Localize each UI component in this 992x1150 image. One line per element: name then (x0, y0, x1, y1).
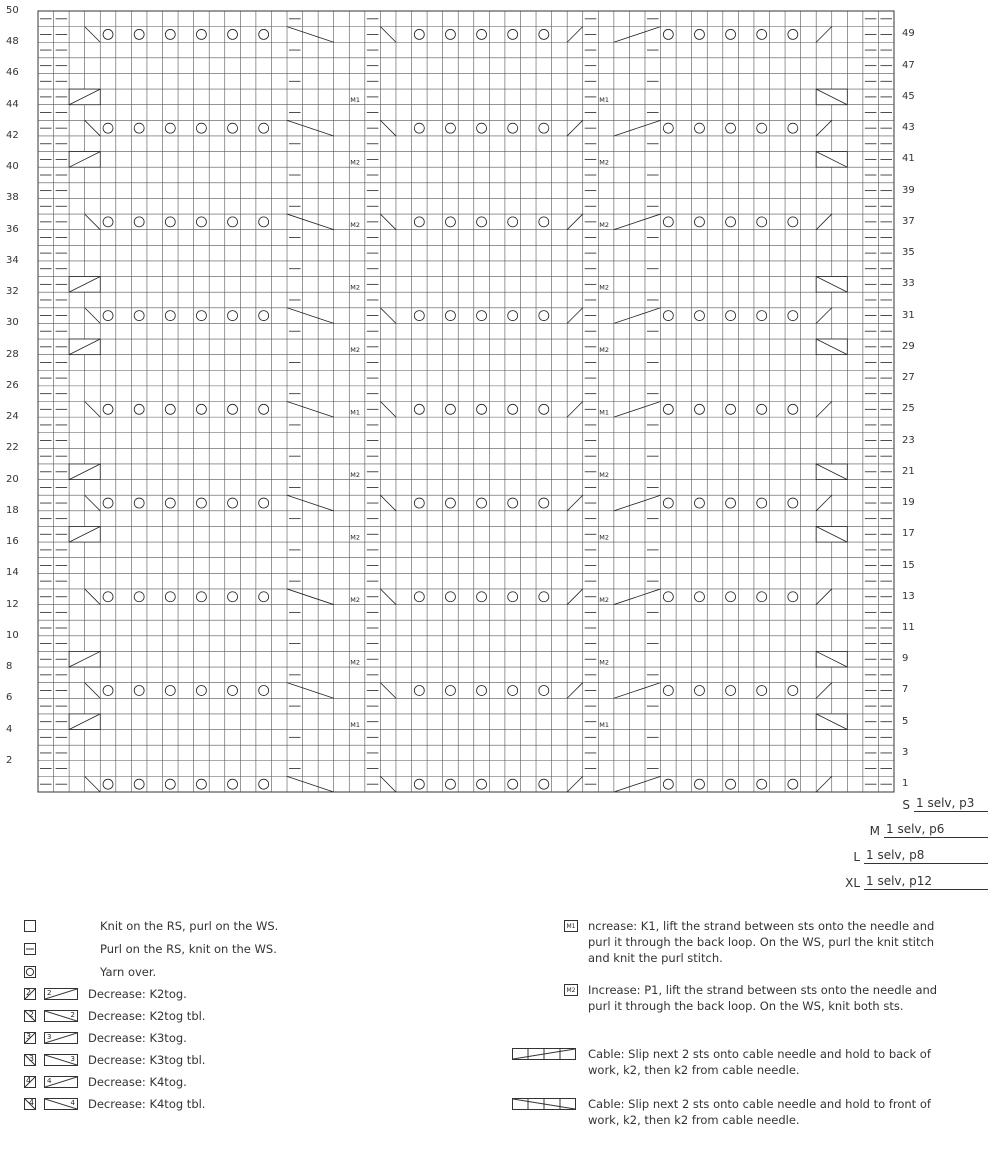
row-number-left: 42 (6, 129, 19, 141)
size-label: M (869, 824, 880, 838)
row-number-left: 34 (6, 254, 19, 266)
row-number-right: 7 (902, 684, 909, 696)
m2-label: M2 (350, 221, 361, 230)
legend-text: Knit on the RS, purl on the WS. (100, 919, 279, 933)
size-label: L (853, 850, 860, 864)
row-number-right: 41 (902, 153, 915, 165)
legend-item (24, 919, 279, 936)
row-number-left: 38 (6, 192, 19, 204)
row-number-right: 29 (902, 340, 915, 352)
legend-item (24, 1075, 187, 1092)
m1-label: M1 (599, 408, 610, 417)
legend-item (564, 920, 964, 968)
m1-label: M1 (599, 721, 610, 730)
row-number-right: 47 (902, 59, 915, 71)
m2-label: M2 (599, 283, 610, 292)
k4tog-icon: 4 (24, 1076, 36, 1088)
row-number-left: 30 (6, 317, 19, 329)
row-number-left: 26 (6, 379, 19, 391)
k4tog-tbl-wide-icon: 4 (44, 1098, 78, 1110)
row-number-right: 25 (902, 403, 915, 415)
k3tog-wide-icon: 3 (44, 1032, 78, 1044)
row-number-right: 5 (902, 715, 909, 727)
row-number-right: 39 (902, 184, 915, 196)
legend-item (24, 965, 157, 982)
size-label: S (902, 798, 910, 812)
row-number-left: 10 (6, 629, 19, 641)
size-text: 1 selv, p8 (864, 848, 988, 864)
legend-item (564, 984, 964, 1016)
row-number-right: 37 (902, 215, 915, 227)
row-number-left: 4 (6, 723, 13, 735)
cable-front-icon (512, 1098, 576, 1110)
legend-text: ncrease: K1, lift the strand between sts onto the needle and purl it through the back loop. On the WS, purl the knit stitch and knit the purl stitch. (588, 919, 935, 965)
size-text: 1 selv, p3 (914, 796, 988, 812)
cable-back-icon (512, 1048, 576, 1060)
row-number-left: 22 (6, 442, 19, 454)
row-number-right: 1 (902, 778, 909, 790)
size-text: 1 selv, p6 (884, 822, 988, 838)
m2-label: M2 (599, 346, 610, 355)
legend-item (512, 1098, 972, 1130)
row-number-left: 32 (6, 286, 19, 298)
row-number-right: 13 (902, 590, 915, 602)
legend-text: Decrease: K2tog. (88, 987, 187, 1001)
row-number-right: 19 (902, 497, 915, 509)
row-number-right: 35 (902, 247, 915, 259)
legend-text: Decrease: K3tog tbl. (88, 1053, 206, 1067)
m2-label: M2 (599, 158, 610, 167)
row-number-left: 2 (6, 754, 13, 766)
row-number-right: 21 (902, 465, 915, 477)
m2-label: M2 (599, 658, 610, 667)
row-number-left: 14 (6, 567, 19, 579)
row-number-left: 8 (6, 661, 13, 673)
row-number-left: 24 (6, 411, 19, 423)
size-row-xl (840, 874, 988, 890)
m2-label: M2 (350, 158, 361, 167)
row-number-right: 17 (902, 528, 915, 540)
row-number-left: 44 (6, 98, 19, 110)
legend-text: Purl on the RS, knit on the WS. (100, 942, 277, 956)
row-number-right: 23 (902, 434, 915, 446)
row-number-right: 15 (902, 559, 915, 571)
row-number-left: 6 (6, 692, 13, 704)
m2-label: M2 (350, 471, 361, 480)
m2-label: M2 (599, 471, 610, 480)
size-label: XL (845, 876, 860, 890)
row-number-right: 43 (902, 122, 915, 134)
size-row-m (860, 822, 988, 838)
row-number-left: 36 (6, 223, 19, 235)
legend-text: Yarn over. (100, 965, 157, 979)
k4tog-tbl-icon: 4 (24, 1098, 36, 1110)
size-text: 1 selv, p12 (864, 874, 988, 890)
k3tog-tbl-wide-icon: 3 (44, 1054, 78, 1066)
legend-item (24, 1009, 206, 1026)
legend-text: Cable: Slip next 2 sts onto cable needle and hold to back of work, k2, then k2 from cable needle. (588, 1047, 931, 1077)
k2tog-icon: 2 (24, 988, 36, 1000)
row-number-left: 16 (6, 536, 19, 548)
k2tog-tbl-wide-icon: 2 (44, 1010, 78, 1022)
legend-text: Decrease: K2tog tbl. (88, 1009, 206, 1023)
m1-label: M1 (350, 96, 361, 105)
row-number-right: 9 (902, 653, 909, 665)
k2tog-tbl-icon: 2 (24, 1010, 36, 1022)
m2-label: M2 (350, 283, 361, 292)
row-number-right: 31 (902, 309, 915, 321)
legend-item (24, 1053, 206, 1070)
yarn-over-icon (24, 966, 36, 978)
legend-item (24, 1097, 206, 1114)
row-number-left: 50 (6, 5, 19, 16)
row-number-right: 11 (902, 621, 915, 633)
row-number-left: 40 (6, 161, 19, 173)
row-number-left: 48 (6, 36, 19, 48)
m1-label: M1 (350, 408, 361, 417)
legend-text: Cable: Slip next 2 sts onto cable needle and hold to front of work, k2, then k2 from cable needle. (588, 1097, 931, 1127)
m2-icon: M2 (564, 984, 578, 996)
k4tog-wide-icon: 4 (44, 1076, 78, 1088)
legend-item (24, 987, 187, 1004)
row-number-left: 46 (6, 67, 19, 79)
m2-label: M2 (350, 346, 361, 355)
m2-label: M2 (350, 596, 361, 605)
k3tog-icon: 3 (24, 1032, 36, 1044)
legend-text: Decrease: K3tog. (88, 1031, 187, 1045)
row-number-left: 20 (6, 473, 19, 485)
legend-item (24, 1031, 187, 1048)
m2-label: M2 (599, 596, 610, 605)
k2tog-wide-icon: 2 (44, 988, 78, 1000)
m1-label: M1 (350, 721, 361, 730)
k3tog-tbl-icon: 3 (24, 1054, 36, 1066)
size-row-l (840, 848, 988, 864)
m2-label: M2 (599, 221, 610, 230)
m2-label: M2 (350, 533, 361, 542)
row-number-right: 49 (902, 28, 915, 40)
row-number-right: 3 (902, 746, 909, 758)
legend-text: Decrease: K4tog tbl. (88, 1097, 206, 1111)
empty-square-icon (24, 920, 36, 932)
m1-label: M1 (599, 96, 610, 105)
purl-dash-icon (24, 943, 36, 955)
legend-text: Increase: P1, lift the strand between sts onto the needle and purl it through the back loop. On the WS, knit both sts. (588, 983, 938, 1013)
row-number-left: 18 (6, 504, 19, 516)
legend-item (512, 1048, 972, 1080)
row-number-left: 28 (6, 348, 19, 360)
m1-icon: M1 (564, 920, 578, 932)
row-number-right: 27 (902, 372, 915, 384)
m2-label: M2 (350, 658, 361, 667)
row-number-right: 33 (902, 278, 915, 290)
legend-item (24, 942, 277, 959)
row-number-right: 45 (902, 90, 915, 102)
legend-text: Decrease: K4tog. (88, 1075, 187, 1089)
row-number-left: 12 (6, 598, 19, 610)
m2-label: M2 (599, 533, 610, 542)
size-row-s (890, 796, 988, 812)
